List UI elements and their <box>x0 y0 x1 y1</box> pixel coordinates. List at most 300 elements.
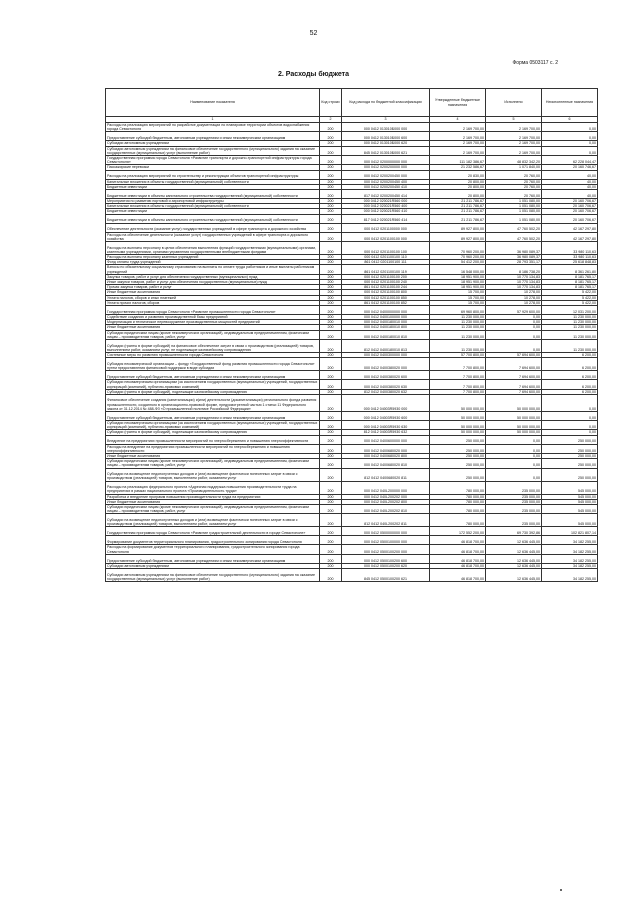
row-executed-cell: 12 636 445,00 <box>486 563 542 568</box>
row-executed-cell: 50 000 000,00 <box>486 420 542 429</box>
row-code-cell: 200 <box>320 165 342 170</box>
table-row <box>106 146 598 155</box>
row-remaining-cell: 545 000,00 <box>542 514 598 527</box>
row-remaining-cell: 6 200,00 <box>542 380 598 389</box>
row-class-cell: 000 0412 0400100000 000 <box>342 315 430 320</box>
row-remaining-cell: 5 422,00 <box>542 300 598 305</box>
row-name-cell: Субсидии некоммерческим организациям (за исключением государственных (муниципальных) учреждений, государственных корпораций (компаний), публично-правовых компаний) <box>106 380 320 389</box>
row-class-cell: 000 0412 0400180010 000 <box>342 320 430 325</box>
row-class-cell: 845 0412 013010Б000 621 <box>342 146 430 155</box>
header-approved: Утвержденные бюджетные назначения <box>430 89 486 117</box>
row-code-cell: 200 <box>320 295 342 300</box>
row-remaining-cell: 8 181 765,17 <box>542 280 598 285</box>
row-name-cell: Субсидии автономным учреждениям на финансовое обеспечение государственного (муниципального) задания на оказание государственных (муниципальных) услуг (выполнение работ) <box>106 568 320 581</box>
row-remaining-cell: 250 000,00 <box>542 459 598 468</box>
table-row <box>106 330 598 339</box>
row-remaining-cell: 20 160 746,67 <box>542 165 598 170</box>
row-code-cell: 200 <box>320 545 342 554</box>
row-executed-cell: 10 770 134,83 <box>486 285 542 290</box>
row-name-cell: Финансовое обеспечение создания (капитализации) и(или) деятельности (докапитализации) регионального фонда развития промышленности, созданного в организационно-правовой форме, предусмотренной частью 1 статьи 11 Федерального закона от 31.12.2014 № 488-ФЗ «О промышленной политике Российской Федерации» <box>106 394 320 411</box>
header-name: Наименование показателя <box>106 89 320 117</box>
row-remaining-cell: 20 160 706,67 <box>542 209 598 214</box>
table-header-row <box>106 89 598 117</box>
row-name-cell: Расходы на обеспечение деятельности (оказание услуг) государственных учреждений в сфере транспорта и дорожного хозяйства <box>106 232 320 241</box>
row-executed-cell: 7 694 600,00 <box>486 380 542 389</box>
row-remaining-cell: 62 228 044,47 <box>542 156 598 165</box>
row-name-cell: Бюджетные инвестиции в объекты капитального строительства государственной (муниципальной) собственности <box>106 214 320 223</box>
row-name-cell: Обеспечение деятельности (оказание услуг) государственных учреждений в сфере транспорта и дорожного хозяйства <box>106 223 320 232</box>
table-row <box>106 420 598 429</box>
row-remaining-cell: 0,00 <box>542 430 598 435</box>
row-class-cell: 817 0412 020021R560 414 <box>342 214 430 223</box>
row-class-cell: 000 0412 0201100100 000 <box>342 232 430 241</box>
row-remaining-cell: 8 361 261,80 <box>542 265 598 274</box>
row-code-cell: 200 <box>320 209 342 214</box>
row-approved-cell: 50 000 000,00 <box>430 411 486 420</box>
row-class-cell: 000 0412 0500100200 620 <box>342 563 430 568</box>
row-code-cell: 200 <box>320 265 342 274</box>
row-approved-cell: 250 000,00 <box>430 444 486 453</box>
column-number: 6 <box>542 117 598 123</box>
row-class-cell: 000 0412 040L200000 000 <box>342 481 430 494</box>
table-row <box>106 123 598 132</box>
row-executed-cell: 235 000,00 <box>486 499 542 504</box>
row-executed-cell: 48 832 342,20 <box>486 156 542 165</box>
row-approved-cell: 20 800,00 <box>430 179 486 184</box>
row-remaining-cell: 250 000,00 <box>542 468 598 481</box>
row-remaining-cell: 20 160 706,67 <box>542 199 598 204</box>
row-name-cell: Прочая закупка товаров, работ и услуг <box>106 285 320 290</box>
row-code-cell: 200 <box>320 300 342 305</box>
table-row <box>106 435 598 444</box>
row-name-cell: Системные меры по развитию промышленности города Севастополя <box>106 353 320 358</box>
row-remaining-cell: 42 167 297,80 <box>542 232 598 241</box>
row-approved-cell: 89 927 800,00 <box>430 232 486 241</box>
row-code-cell: 200 <box>320 411 342 420</box>
row-class-cell: 000 0412 0200000000 000 <box>342 156 430 165</box>
row-name-cell: Формирование документов территориального планирования, градостроительного зонирования города Севастополя <box>106 536 320 545</box>
row-class-cell: 000 0412 0200200450 000 <box>342 170 430 179</box>
row-approved-cell: 15 700,00 <box>430 295 486 300</box>
row-approved-cell: 21 211 786,67 <box>430 214 486 223</box>
row-name-cell: Содействие созданию и развитию производственной базы предприятий <box>106 315 320 320</box>
row-executed-cell: 235 000,00 <box>486 481 542 494</box>
row-remaining-cell: 0,00 <box>542 394 598 411</box>
row-remaining-cell: 0,00 <box>542 146 598 155</box>
row-class-cell: 000 0412 0200200450 400 <box>342 179 430 184</box>
row-name-cell: Фонд оплаты труда учреждений <box>106 260 320 265</box>
row-remaining-cell: 34 182 255,00 <box>542 563 598 568</box>
row-code-cell: 200 <box>320 156 342 165</box>
row-code-cell: 200 <box>320 280 342 285</box>
row-class-cell: 000 0412 0400380020 630 <box>342 380 430 389</box>
scan-mark <box>560 889 562 891</box>
row-approved-cell: 7 700 800,00 <box>430 358 486 371</box>
row-approved-cell: 21 211 786,67 <box>430 209 486 214</box>
row-class-cell: 812 0412 04003R5930 632 <box>342 430 430 435</box>
row-remaining-cell: 12 031 200,00 <box>542 306 598 315</box>
row-approved-cell: 2 169 700,00 <box>430 132 486 141</box>
row-remaining-cell: 250 000,00 <box>542 444 598 453</box>
row-approved-cell: 20 800,00 <box>430 190 486 199</box>
row-name-cell: Капитальные вложения в объекты государственной (муниципальной) собственности <box>106 179 320 184</box>
row-name-cell: Бюджетные инвестиции <box>106 184 320 189</box>
row-class-cell: 000 0412 0200200000 000 <box>342 165 430 170</box>
table-row <box>106 481 598 494</box>
row-approved-cell: 16 548 000,00 <box>430 265 486 274</box>
table-row <box>106 394 598 411</box>
row-remaining-cell: 6 200,00 <box>542 371 598 380</box>
row-approved-cell: 46 818 700,00 <box>430 554 486 563</box>
row-name-cell: Субсидии на возмещение недополученных доходов и (или) возмещение фактически понесенных затрат в связи с производством (реализацией) товаров, выполнением работ, оказанием услуг <box>106 468 320 481</box>
row-remaining-cell: 545 000,00 <box>542 481 598 494</box>
row-executed-cell: 0,00 <box>486 315 542 320</box>
row-class-cell: 000 0412 020021R560 400 <box>342 204 430 209</box>
row-class-cell: 000 0412 04003R5930 630 <box>342 420 430 429</box>
row-class-cell: 000 0412 020021R560 000 <box>342 199 430 204</box>
row-code-cell: 200 <box>320 146 342 155</box>
row-remaining-cell: 102 821 807,14 <box>542 527 598 536</box>
row-remaining-cell: 40,00 <box>542 179 598 184</box>
row-code-cell: 200 <box>320 232 342 241</box>
row-approved-cell: 70 960 200,00 <box>430 255 486 260</box>
row-code-cell: 200 <box>320 499 342 504</box>
table-row <box>106 156 598 165</box>
row-remaining-cell: 11 230 000,00 <box>542 320 598 325</box>
row-approved-cell: 11 230 000,00 <box>430 330 486 339</box>
row-code-cell: 200 <box>320 242 342 255</box>
page-number: 52 <box>309 30 318 37</box>
row-executed-cell: 1 051 080,00 <box>486 204 542 209</box>
row-code-cell: 200 <box>320 481 342 494</box>
row-executed-cell: 36 980 089,37 <box>486 242 542 255</box>
row-approved-cell: 18 951 900,00 <box>430 280 486 285</box>
table-row <box>106 514 598 527</box>
row-executed-cell: 1 051 080,00 <box>486 214 542 223</box>
row-name-cell: Капитальные вложения в объекты государственной (муниципальной) собственности <box>106 204 320 209</box>
row-name-cell: Государственная программа города Севастополя «Развитие промышленности города Севастополя» <box>106 306 320 315</box>
row-code-cell: 200 <box>320 420 342 429</box>
row-remaining-cell: 0,00 <box>542 141 598 146</box>
row-code-cell: 200 <box>320 380 342 389</box>
row-approved-cell: 250 000,00 <box>430 435 486 444</box>
row-name-cell: Субсидии юридическим лицам (кроме некоммерческих организаций), индивидуальным предпринимателям, физическим лицам – производителям товаров, работ, услуг <box>106 330 320 339</box>
row-executed-cell: 235 000,00 <box>486 504 542 513</box>
row-code-cell: 200 <box>320 170 342 179</box>
table-row <box>106 214 598 223</box>
table-row <box>106 554 598 563</box>
table-row <box>106 223 598 232</box>
row-executed-cell: 7 694 600,00 <box>486 358 542 371</box>
row-code-cell: 200 <box>320 179 342 184</box>
row-name-cell: Субсидии автономным учреждениям на финансовое обеспечение государственного (муниципального) задания на оказание государственных (муниципальных) услуг (выполнение работ) <box>106 146 320 155</box>
row-approved-cell: 54 412 200,00 <box>430 260 486 265</box>
row-approved-cell: 172 552 200,00 <box>430 527 486 536</box>
row-approved-cell: 21 211 786,67 <box>430 199 486 204</box>
row-approved-cell: 2 169 700,00 <box>430 123 486 132</box>
table-row <box>106 545 598 554</box>
row-approved-cell: 15 700,00 <box>430 290 486 295</box>
row-executed-cell: 7 694 600,00 <box>486 389 542 394</box>
table-row <box>106 170 598 179</box>
row-remaining-cell: 545 000,00 <box>542 494 598 499</box>
row-executed-cell: 2 169 700,00 <box>486 123 542 132</box>
row-approved-cell: 18 951 900,00 <box>430 285 486 290</box>
header-code: Код строки <box>320 89 342 117</box>
row-executed-cell: 57 694 600,00 <box>486 353 542 358</box>
row-class-cell: 000 0412 040L200202 810 <box>342 504 430 513</box>
row-remaining-cell: 11 230 000,00 <box>542 330 598 339</box>
row-code-cell: 200 <box>320 494 342 499</box>
row-executed-cell: 57 929 600,00 <box>486 306 542 315</box>
row-approved-cell: 50 000 000,00 <box>430 430 486 435</box>
row-remaining-cell: 250 000,00 <box>542 453 598 458</box>
row-remaining-cell: 40,00 <box>542 184 598 189</box>
table-row <box>106 242 598 255</box>
row-name-cell: Иные бюджетные ассигнования <box>106 325 320 330</box>
row-class-cell: 812 0412 0400680020 811 <box>342 468 430 481</box>
row-code-cell: 200 <box>320 358 342 371</box>
row-executed-cell: 20 760,00 <box>486 179 542 184</box>
row-name-cell: Государственная программа города Севастополя «Развитие транспорта и дорожно-транспортной инфраструктуры города Севастополя» <box>106 156 320 165</box>
row-approved-cell: 21 232 586,67 <box>430 165 486 170</box>
table-row <box>106 468 598 481</box>
row-approved-cell: 46 818 700,00 <box>430 563 486 568</box>
row-code-cell: 200 <box>320 527 342 536</box>
row-class-cell: 000 0412 04003R5930 600 <box>342 411 430 420</box>
row-name-cell: Уплата налогов, сборов и иных платежей <box>106 295 320 300</box>
row-approved-cell: 250 000,00 <box>430 459 486 468</box>
row-name-cell: Предоставление субсидий бюджетным, автономным учреждениям и иным некоммерческим организациям <box>106 554 320 563</box>
row-executed-cell: 0,00 <box>486 444 542 453</box>
row-name-cell: Закупка товаров, работ и услуг для обеспечения государственных (муниципальных) нужд <box>106 274 320 279</box>
row-name-cell: Иные бюджетные ассигнования <box>106 290 320 295</box>
row-code-cell: 200 <box>320 260 342 265</box>
row-executed-cell: 0,00 <box>486 325 542 330</box>
row-executed-cell: 20 760,00 <box>486 170 542 179</box>
row-name-cell: Субсидии (гранты в форме субсидий) на финансовое обеспечение затрат в связи с производством (реализацией) товаров, выполнением работ, оказанием услуг, не подлежащие казначейскому сопровождению <box>106 340 320 353</box>
row-class-cell: 000 0412 0201100100 200 <box>342 274 430 279</box>
row-code-cell: 200 <box>320 141 342 146</box>
row-executed-cell: 2 169 700,00 <box>486 141 542 146</box>
row-code-cell: 200 <box>320 330 342 339</box>
table-row <box>106 536 598 545</box>
row-approved-cell: 7 700 800,00 <box>430 380 486 389</box>
row-executed-cell: 50 000 000,00 <box>486 411 542 420</box>
row-approved-cell: 20 830,00 <box>430 170 486 179</box>
table-row <box>106 306 598 315</box>
row-executed-cell: 47 760 502,20 <box>486 223 542 232</box>
row-name-cell: Внедрение на предприятиях промышленности мероприятий по энергосбережению и повышению энергоэффективности <box>106 435 320 444</box>
row-name-cell: Бюджетные инвестиции в объекты капитального строительства государственной (муниципальной) собственности <box>106 190 320 199</box>
row-remaining-cell: 0,00 <box>542 411 598 420</box>
row-executed-cell: 50 000 000,00 <box>486 430 542 435</box>
row-approved-cell: 780 000,00 <box>430 481 486 494</box>
row-remaining-cell: 20 160 706,67 <box>542 204 598 209</box>
row-executed-cell: 0,00 <box>486 468 542 481</box>
row-approved-cell: 46 818 700,00 <box>430 568 486 581</box>
row-class-cell: 000 0412 040L200202 800 <box>342 499 430 504</box>
row-name-cell: Предоставление субсидий бюджетным, автономным учреждениям и иным некоммерческим организациям <box>106 411 320 420</box>
row-class-cell: 861 0412 0201100100 119 <box>342 265 430 274</box>
row-code-cell: 200 <box>320 430 342 435</box>
row-code-cell: 200 <box>320 468 342 481</box>
row-code-cell: 200 <box>320 389 342 394</box>
row-class-cell: 000 0412 0201100100 240 <box>342 280 430 285</box>
row-approved-cell: 50 000 000,00 <box>430 394 486 411</box>
row-code-cell: 200 <box>320 274 342 279</box>
row-executed-cell: 12 636 445,00 <box>486 568 542 581</box>
row-class-cell: 861 0412 0201100100 244 <box>342 285 430 290</box>
row-class-cell: 000 0412 0500100000 000 <box>342 536 430 545</box>
table-row <box>106 340 598 353</box>
row-code-cell: 200 <box>320 132 342 141</box>
row-code-cell: 200 <box>320 214 342 223</box>
row-approved-cell: 11 230 000,00 <box>430 340 486 353</box>
row-approved-cell: 46 818 700,00 <box>430 536 486 545</box>
row-name-cell: Иные бюджетные ассигнования <box>106 499 320 504</box>
row-class-cell: 000 0412 0500100200 600 <box>342 554 430 563</box>
row-approved-cell: 20 800,00 <box>430 184 486 189</box>
row-class-cell: 000 0412 040L200202 000 <box>342 494 430 499</box>
row-remaining-cell: 11 230 000,00 <box>542 325 598 330</box>
row-name-cell: Уплата прочих налогов, сборов <box>106 300 320 305</box>
row-name-cell: Расходы на реализацию мероприятий по строительству и реконструкции объектов транспортной инфраструктуры <box>106 170 320 179</box>
row-executed-cell: 12 636 445,00 <box>486 554 542 563</box>
row-code-cell: 200 <box>320 514 342 527</box>
row-executed-cell: 10 770 134,83 <box>486 280 542 285</box>
row-executed-cell: 1 051 080,00 <box>486 209 542 214</box>
row-executed-cell: 12 636 445,00 <box>486 536 542 545</box>
row-code-cell: 200 <box>320 554 342 563</box>
row-code-cell: 200 <box>320 199 342 204</box>
row-remaining-cell: 6 200,00 <box>542 389 598 394</box>
row-approved-cell: 57 700 800,00 <box>430 353 486 358</box>
row-approved-cell: 15 700,00 <box>430 300 486 305</box>
row-code-cell: 200 <box>320 315 342 320</box>
row-approved-cell: 46 818 700,00 <box>430 545 486 554</box>
row-class-cell: 000 0412 0400000000 000 <box>342 306 430 315</box>
row-class-cell: 000 0412 0400680020 810 <box>342 459 430 468</box>
row-class-cell: 000 0412 0201100100 100 <box>342 242 430 255</box>
row-remaining-cell: 20 160 706,67 <box>542 214 598 223</box>
row-class-cell: 000 0412 0500100200 000 <box>342 545 430 554</box>
row-name-cell: Предоставление субсидий бюджетным, автономным учреждениям и иным некоммерческим организациям <box>106 132 320 141</box>
row-approved-cell: 11 230 000,00 <box>430 320 486 325</box>
form-code: Форма 0503117 с. 2 <box>512 60 558 66</box>
row-remaining-cell: 34 182 255,00 <box>542 568 598 581</box>
row-class-cell: 000 0412 0400300000 000 <box>342 353 430 358</box>
row-remaining-cell: 34 182 255,00 <box>542 536 598 545</box>
row-approved-cell: 11 230 000,00 <box>430 315 486 320</box>
row-executed-cell: 28 793 351,17 <box>486 260 542 265</box>
row-approved-cell: 780 000,00 <box>430 499 486 504</box>
table-row <box>106 568 598 581</box>
row-name-cell: Пассажирские перевозки <box>106 165 320 170</box>
header-executed: Исполнено <box>486 89 542 117</box>
row-remaining-cell: 0,00 <box>542 132 598 141</box>
row-class-cell: 000 0412 0201100000 000 <box>342 223 430 232</box>
row-class-cell: 000 0412 0201100100 800 <box>342 290 430 295</box>
row-code-cell: 200 <box>320 340 342 353</box>
row-code-cell: 200 <box>320 190 342 199</box>
row-approved-cell: 7 700 800,00 <box>430 389 486 394</box>
row-approved-cell: 89 927 800,00 <box>430 223 486 232</box>
row-name-cell: Расходы на реализацию мероприятий по разработке документации по планировке территории объектов водоснабжения города Севастополя <box>106 123 320 132</box>
row-name-cell: Разработка и внедрение программ повышения производительности труда на предприятиях <box>106 494 320 499</box>
row-remaining-cell: 25 618 848,83 <box>542 260 598 265</box>
row-name-cell: Модернизация и техническое перевооружение производственных мощностей предприятий <box>106 320 320 325</box>
row-approved-cell: 780 000,00 <box>430 494 486 499</box>
row-executed-cell: 235 000,00 <box>486 494 542 499</box>
row-approved-cell: 69 960 800,00 <box>430 306 486 315</box>
row-code-cell: 200 <box>320 568 342 581</box>
row-code-cell: 200 <box>320 255 342 260</box>
row-class-cell: 000 0412 0400680020 000 <box>342 444 430 453</box>
row-approved-cell: 780 000,00 <box>430 504 486 513</box>
row-remaining-cell: 34 182 255,00 <box>542 545 598 554</box>
row-executed-cell: 8 186 738,20 <box>486 265 542 274</box>
row-approved-cell: 70 960 200,00 <box>430 242 486 255</box>
row-name-cell: Субсидии (гранты в форме субсидий), подлежащие казначейскому сопровождению <box>106 430 320 435</box>
row-class-cell: 000 0412 0201100100 850 <box>342 295 430 300</box>
row-approved-cell: 21 211 786,67 <box>430 204 486 209</box>
row-class-cell: 817 0412 0200200450 414 <box>342 190 430 199</box>
row-executed-cell: 0,00 <box>486 453 542 458</box>
table-row <box>106 504 598 513</box>
row-code-cell: 200 <box>320 223 342 232</box>
row-code-cell: 200 <box>320 453 342 458</box>
row-class-cell: 000 0412 0201100100 110 <box>342 255 430 260</box>
row-class-cell: 000 0412 04003R5930 000 <box>342 394 430 411</box>
row-class-cell: 812 0412 0400380020 632 <box>342 389 430 394</box>
row-remaining-cell: 8 181 765,17 <box>542 274 598 279</box>
row-remaining-cell: 33 980 110,63 <box>542 242 598 255</box>
row-name-cell: Иные бюджетные ассигнования <box>106 453 320 458</box>
row-class-cell: 000 0412 0200200450 410 <box>342 184 430 189</box>
row-class-cell: 861 0412 0201100100 852 <box>342 300 430 305</box>
table-row <box>106 232 598 241</box>
row-name-cell: Субсидии автономным учреждениям <box>106 563 320 568</box>
row-code-cell: 200 <box>320 325 342 330</box>
table-row <box>106 444 598 453</box>
row-executed-cell: 2 169 700,00 <box>486 132 542 141</box>
row-class-cell: 812 0412 040L200202 811 <box>342 514 430 527</box>
row-remaining-cell: 0,00 <box>542 123 598 132</box>
row-code-cell: 200 <box>320 123 342 132</box>
table-body <box>106 123 598 582</box>
row-remaining-cell: 11 230 000,00 <box>542 340 598 353</box>
row-executed-cell: 36 980 089,37 <box>486 255 542 260</box>
row-name-cell: Субсидии (гранты в форме субсидий), подлежащие казначейскому сопровождению <box>106 389 320 394</box>
row-remaining-cell: 0,00 <box>542 420 598 429</box>
table-row <box>106 265 598 274</box>
row-code-cell: 200 <box>320 306 342 315</box>
row-name-cell: Расходы на формирование документов территориального планирования, градостроительного зонирования города Севастополя <box>106 545 320 554</box>
table-row <box>106 380 598 389</box>
row-executed-cell: 0,00 <box>486 435 542 444</box>
column-number: 3 <box>342 117 430 123</box>
row-class-cell: 845 0412 0500100200 621 <box>342 568 430 581</box>
table-row <box>106 527 598 536</box>
header-class: Код расхода по бюджетной классификации <box>342 89 430 117</box>
row-executed-cell: 0,00 <box>486 459 542 468</box>
row-name-cell: Иные закупки товаров, работ и услуг для обеспечения государственных (муниципальных) нужд <box>106 280 320 285</box>
row-remaining-cell: 8 181 765,17 <box>542 285 598 290</box>
row-class-cell: 000 0412 0400380020 000 <box>342 358 430 371</box>
row-class-cell: 000 0412 013010Б000 000 <box>342 123 430 132</box>
row-name-cell: Субсидии автономным учреждениям <box>106 141 320 146</box>
